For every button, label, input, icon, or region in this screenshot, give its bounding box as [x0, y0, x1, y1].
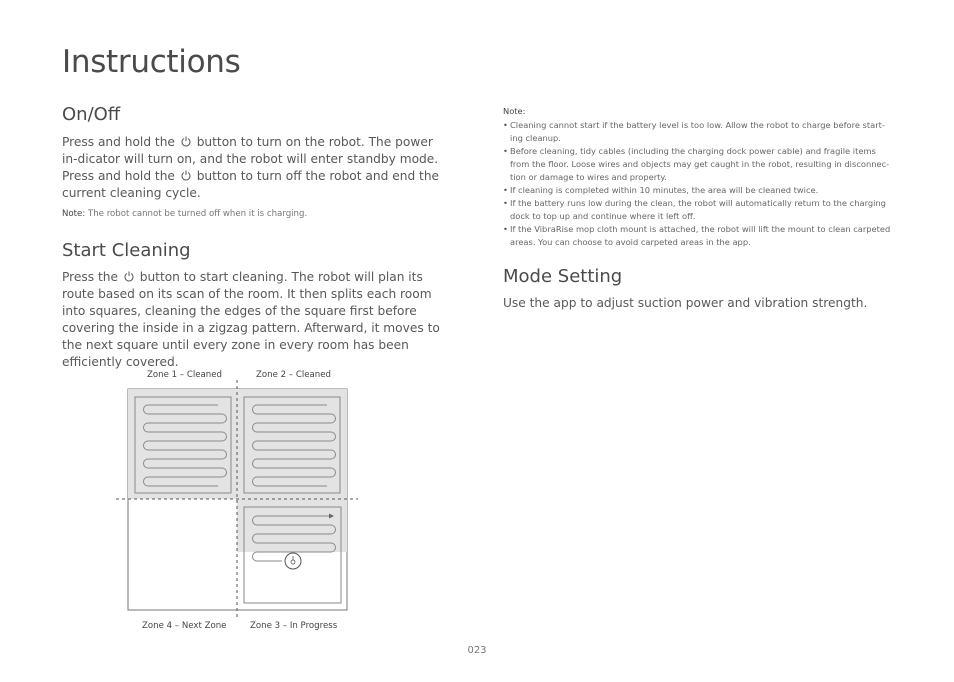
on-off-text	[62, 134, 448, 202]
on-off-text-part-1: Press and hold the	[62, 135, 175, 149]
notes-section	[503, 105, 893, 249]
page-number: 023	[467, 645, 487, 656]
note-label: Note:	[62, 209, 86, 219]
start-cleaning-heading: Start Cleaning	[62, 240, 191, 261]
power-icon	[181, 136, 191, 147]
start-cleaning-text-part-2: button to start cleaning. The robot will plan its route based on its scan of the room. It then splits each room into squares, cleaning the edges of the square first before covering the inside in a zigzag pattern. Afterward, it moves to the next square until every zone in every room has been efficiently covered.	[62, 270, 440, 369]
zone-1-label: Zone 1 – Cleaned	[147, 370, 222, 380]
mode-setting-text: Use the app to adjust suction power and vibration strength.	[503, 296, 868, 310]
start-cleaning-text	[62, 269, 454, 371]
notes-list	[503, 119, 893, 249]
cleaning-zones-diagram	[110, 380, 370, 620]
start-cleaning-text-part-1: Press the	[62, 270, 118, 284]
robot-icon	[285, 553, 301, 569]
notes-title: Note:	[503, 106, 526, 116]
on-off-text-part-2: button to turn on the robot. The power in-dicator will turn on, and the robot will enter standby mode. Press and hold the	[62, 135, 439, 183]
zone-2-label: Zone 2 – Cleaned	[256, 370, 331, 380]
power-icon	[181, 170, 191, 181]
mode-setting-heading: Mode Setting	[503, 266, 623, 287]
note-text: The robot cannot be turned off when it is charging.	[87, 209, 308, 219]
on-off-heading: On/Off	[62, 104, 121, 125]
note-item: • Before cleaning, tidy cables (including the charging dock power cable) and fragile items from the floor. Loose wires and objects may get caught in the robot, resulting in disconnec-tion or damage to wires and property.	[503, 145, 893, 184]
zone-4-label: Zone 4 – Next Zone	[142, 621, 227, 631]
note-item: • If cleaning is completed within 10 minutes, the area will be cleaned twice.	[503, 184, 893, 197]
on-off-note	[62, 209, 307, 219]
zone-3-label: Zone 3 – In Progress	[250, 621, 338, 631]
note-item: • Cleaning cannot start if the battery level is too low. Allow the robot to charge before start-ing cleanup.	[503, 119, 893, 145]
page-title: Instructions	[62, 44, 241, 80]
note-item: • If the VibraRise mop cloth mount is attached, the robot will lift the mount to clean carpeted areas. You can choose to avoid carpeted areas in the app.	[503, 223, 893, 249]
power-icon	[124, 271, 134, 282]
note-item: • If the battery runs low during the clean, the robot will automatically return to the charging dock to top up and continue where it left off.	[503, 197, 893, 223]
on-off-text-part-3: button to turn off the robot and end the current cleaning cycle.	[62, 169, 440, 200]
